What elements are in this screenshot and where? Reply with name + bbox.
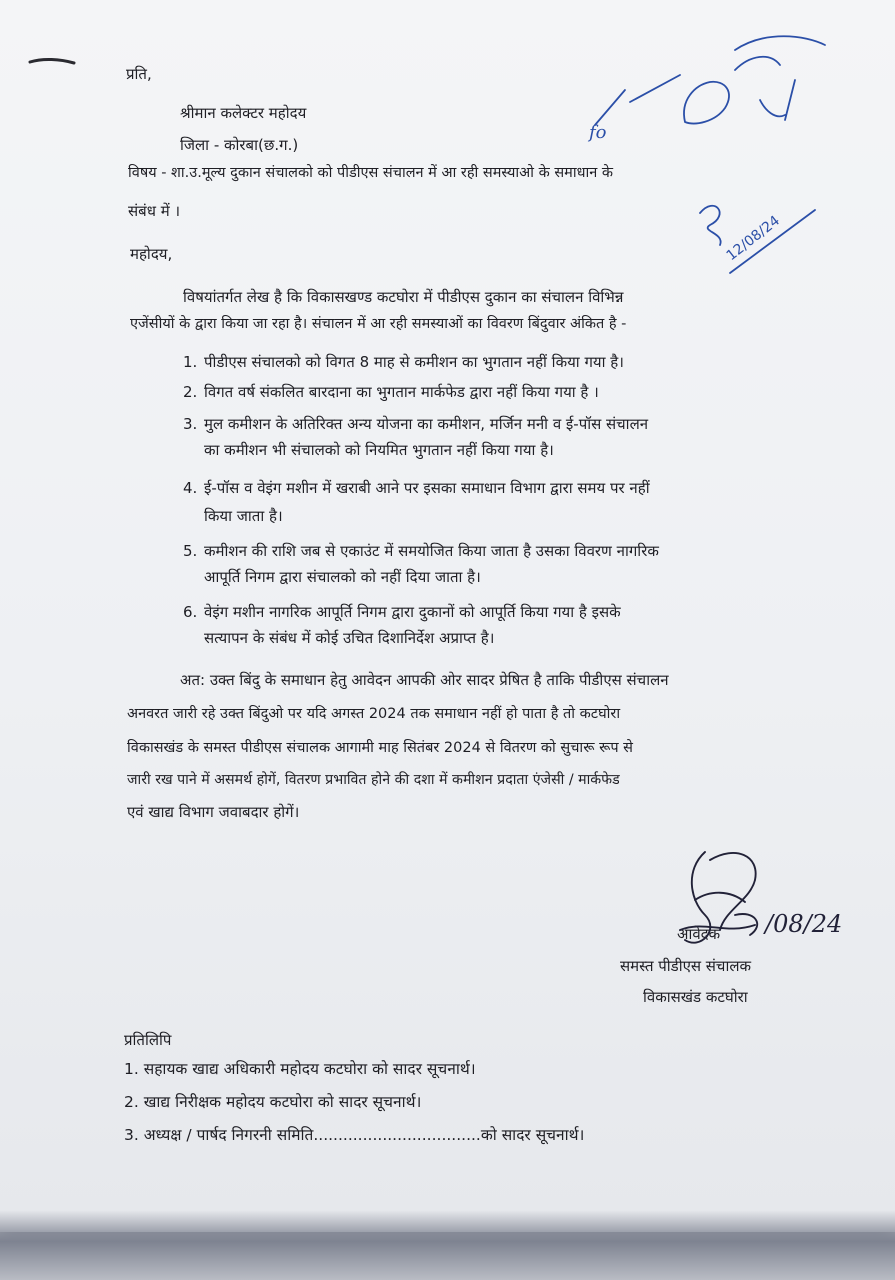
conclusion-line-3: विकासखंड के समस्त पीडीएस संचालक आगामी माह सितंबर 2024 से वितरण को सुचारू रूप से (127, 740, 633, 756)
point-text: मुल कमीशन के अतिरिक्त अन्य योजना का कमीशन, मर्जिन मनी व ई-पॉस संचालन (204, 415, 649, 433)
staple-mark (28, 54, 78, 73)
point-number: 5. (183, 542, 198, 560)
handwritten-date-stamp (695, 195, 835, 289)
page-bottom-shadow (0, 1210, 895, 1280)
applicant-signature (665, 840, 865, 984)
point-text: का कमीशन भी संचालको को नियमित भुगतान नहीं किया गया है। (204, 441, 554, 459)
point-number: 6. (183, 603, 198, 621)
point-number: 3. (183, 415, 198, 433)
copy-line-3: 3. अध्यक्ष / पार्षद निगरनी समिति..................................को सादर सूचनार्थ। (124, 1126, 585, 1144)
handwritten-date-text: 12/08/24 (723, 212, 784, 265)
signatory-name: समस्त पीडीएस संचालक (620, 957, 752, 975)
intro-line-1: विषयांतर्गत लेख है कि विकासखण्ड कटघोरा में पीडीएस दुकान का संचालन विभिन्न (183, 288, 624, 306)
point-text: वेइंग मशीन नागरिक आपूर्ति निगम द्वारा दुकानों को आपूर्ति किया गया है इसके (204, 603, 621, 621)
to-label: प्रति, (126, 65, 152, 83)
salutation: महोदय, (130, 245, 173, 263)
point-text: किया जाता है। (204, 507, 283, 525)
addressee-line-1: श्रीमान कलेक्टर महोदय (180, 104, 307, 122)
point-text: पीडीएस संचालको को विगत 8 माह से कमीशन का भुगतान नहीं किया गया है। (204, 353, 624, 371)
handwritten-note-top-right (585, 30, 845, 164)
conclusion-line-4: जारी रख पाने में असमर्थ होगें, वितरण प्रभावित होने की दशा में कमीशन प्रदाता एंजेसी / मार्कफेड (127, 772, 620, 788)
note-fo-text: fo (589, 122, 607, 143)
signatory-place: विकासखंड कटघोरा (643, 988, 748, 1006)
intro-line-2: एजेंसीयों के द्वारा किया जा रहा है। संचालन में आ रही समस्याओं का विवरण बिंदुवार अंकित है - (130, 316, 627, 332)
point-text: आपूर्ति निगम द्वारा संचालको को नहीं दिया जाता है। (204, 568, 481, 586)
point-text: सत्यापन के संबंध में कोई उचित दिशानिर्देश अप्राप्त है। (204, 629, 495, 647)
point-number: 2. (183, 383, 198, 401)
point-text: विगत वर्ष संकलित बारदाना का भुगतान मार्कफेड द्वारा नहीं किया गया है । (204, 383, 599, 401)
subject-line-2: संबंध में । (128, 202, 181, 220)
point-number: 4. (183, 479, 198, 497)
addressee-line-2: जिला - कोरबा(छ.ग.) (180, 136, 299, 154)
signatory-title: आवेदक (677, 925, 721, 943)
conclusion-line-1: अत: उक्त बिंदु के समाधान हेतु आवेदन आपकी ओर सादर प्रेषित है ताकि पीडीएस संचालन (180, 671, 669, 689)
subject-line-1: विषय - शा.उ.मूल्य दुकान संचालको को पीडीएस संचालन में आ रही समस्याओ के समाधान के (128, 165, 614, 181)
point-text: कमीशन की राशि जब से एकाउंट में समयोजित किया जाता है उसका विवरण नागरिक (204, 542, 659, 560)
conclusion-line-2: अनवरत जारी रहे उक्त बिंदुओ पर यदि अगस्त 2024 तक समाधान नहीं हो पाता है तो कटघोरा (127, 706, 621, 722)
signature-date-text: /08/24 (765, 910, 843, 938)
point-number: 1. (183, 353, 198, 371)
copy-line-2: 2. खाद्य निरीक्षक महोदय कटघोरा को सादर सूचनार्थ। (124, 1093, 422, 1111)
copy-line-1: 1. सहायक खाद्य अधिकारी महोदय कटघोरा को सादर सूचनार्थ। (124, 1060, 476, 1078)
point-text: ई-पॉस व वेइंग मशीन में खराबी आने पर इसका समाधान विभाग द्वारा समय पर नहीं (204, 479, 650, 497)
copy-heading: प्रतिलिपि (124, 1031, 172, 1049)
conclusion-line-5: एवं खाद्य विभाग जवाबदार होगें। (127, 803, 300, 821)
